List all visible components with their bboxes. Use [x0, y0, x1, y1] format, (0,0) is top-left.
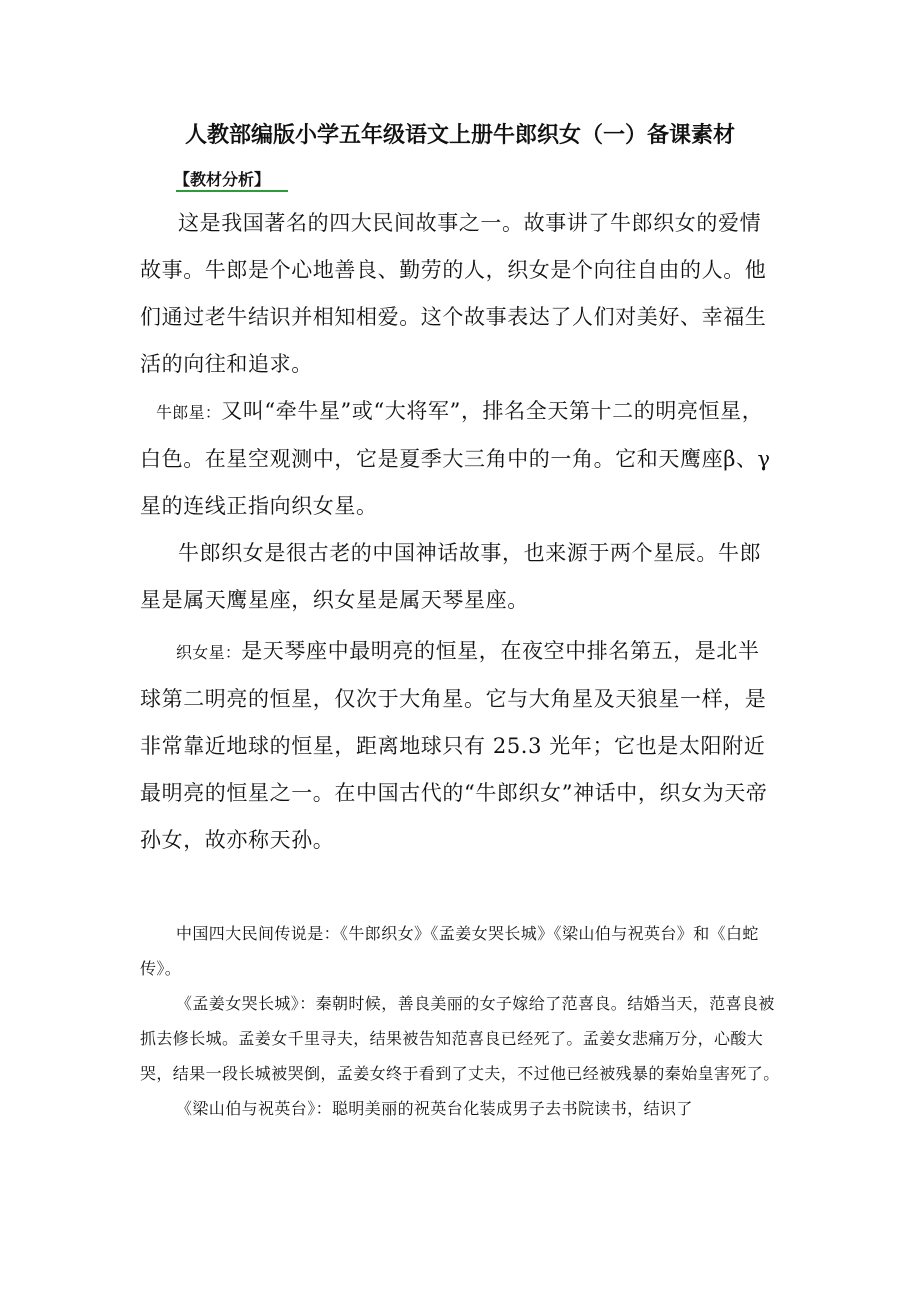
section-heading: 【教材分析】: [174, 170, 271, 189]
paragraph-star-origin: 牛郎织女是很古老的中国神话故事，也来源于两个星辰。牛郎星是属天鹰星座，织女星是属天琴星座。: [140, 541, 762, 612]
paragraph-vega: [140, 628, 780, 864]
section-heading-underline: [176, 190, 288, 192]
altair-text: 又叫“牵牛星”或“大将军”，排名全天第十二的明亮恒星，白色。在星空观测中，它是夏季大三角中的一角。它和天鹰座β、γ 星的连线正指向织女星。: [140, 399, 771, 518]
paragraph-mengjiangnu: 《孟姜女哭长城》：秦朝时候，善良美丽的女子嫁给了范喜良。结婚当天，范喜良被抓去修长城。孟姜女千里寻夫，结果被告知范喜良已经死了。孟姜女悲痛万分，心酸大哭，结果一段长城被哭倒，孟姜女终于看到了丈夫，不过他已经被残暴的秦始皇害死了。: [140, 994, 780, 1083]
paragraph-block-5: [140, 916, 780, 1126]
paragraph-story-summary: 这是我国著名的四大民间故事之一。故事讲了牛郎织女的爱情故事。牛郎是个心地善良、勤劳的人，织女是个向往自由的人。他们通过老牛结识并相知相爱。这个故事表达了人们对美好、幸福生活的向往和追求。: [140, 211, 767, 376]
page-title: 人教部编版小学五年级语文上册牛郎织女（一）备课素材: [184, 123, 735, 148]
altair-lead-label: 牛郎星：: [156, 403, 222, 422]
paragraph-block-4: [140, 628, 780, 864]
paragraph-block-1: [140, 200, 780, 388]
paragraph-block-2: [140, 388, 780, 530]
paragraph-altair: [140, 388, 780, 530]
vega-lead-label: 织女星：: [176, 643, 242, 662]
paragraph-liangzhu: 《梁山伯与祝英台》：聪明美丽的祝英台化装成男子去书院读书，结识了: [176, 1099, 693, 1118]
paragraph-block-3: [140, 530, 780, 624]
paragraph-four-legends: 中国四大民间传说是：《牛郎织女》《孟姜女哭长城》《梁山伯与祝英台》和《白蛇传》。: [140, 924, 759, 978]
vega-text: 是天琴座中最明亮的恒星，在夜空中排名第五，是北半球第二明亮的恒星，仅次于大角星。它与大角星及天狼星一样，是非常靠近地球的恒星，距离地球只有 25.3 光年；它也是太阳附近最明亮的恒星之一。在中国古代的“牛郎织女”神话中，织女为天帝孙女，故亦称天孙。: [140, 639, 768, 852]
